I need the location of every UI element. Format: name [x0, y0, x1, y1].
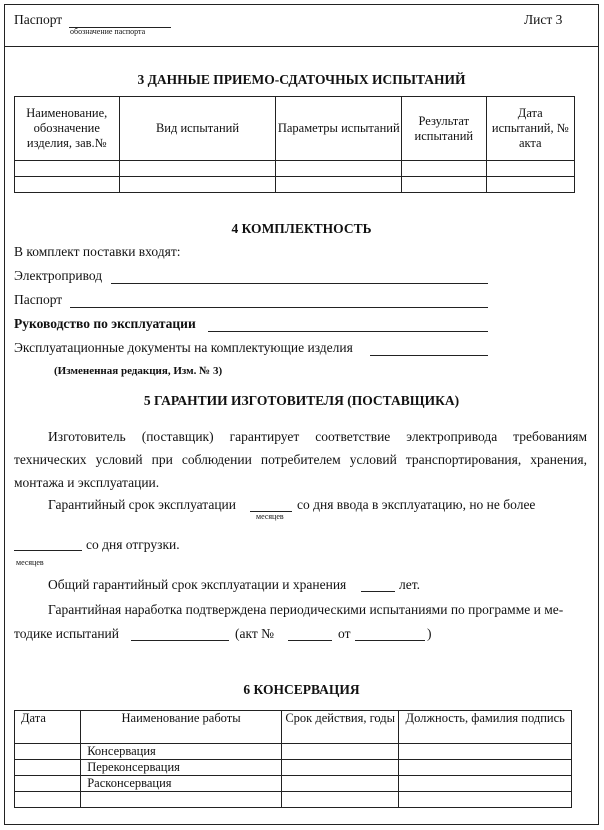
runtime-line-1: Гарантийная наработка подтверждена периодическими испытаниями по программе и ме- [48, 602, 564, 617]
col-header-date: Дата испытаний, № акта [486, 97, 574, 161]
passport-label: Паспорт [14, 12, 63, 27]
section3-title: 3 ДАННЫЕ ПРИЕМО-СДАТОЧНЫХ ИСПЫТАНИЙ [137, 72, 466, 87]
row-reconservation: Переконсервация [81, 760, 282, 776]
section5-title: 5 ГАРАНТИИ ИЗГОТОВИТЕЛЯ (ПОСТАВЩИКА) [143, 393, 460, 408]
from-label: от [338, 626, 351, 641]
col-header-date: Дата [15, 711, 81, 744]
col-header-parameters: Параметры испытаний [276, 97, 402, 161]
table-row [15, 792, 572, 808]
kit-intro: В комплект поставки входят: [14, 244, 181, 259]
kit-item-component-docs-line [370, 355, 488, 356]
row-conservation: Консервация [81, 744, 282, 760]
close-paren: ) [427, 626, 432, 641]
warranty-paragraph: Изготовитель (поставщик) гарантирует соответствие электропривода требованиям технических условий при соблюдении потребителем условий транспортирования, хранения, монтажа и эксплуатации. [14, 429, 587, 490]
shipment-months-caption: месяцев [16, 558, 44, 567]
passport-caption: обозначение паспорта [70, 27, 146, 36]
col-header-work: Наименование работы [81, 711, 282, 744]
revision-note: (Измененная редакция, Изм. № 3) [54, 365, 223, 377]
table-row [15, 744, 572, 760]
row-deconservation: Расконсервация [81, 776, 282, 792]
warranty-months-caption: месяцев [256, 512, 284, 521]
kit-item-drive: Электропривод [14, 268, 103, 283]
act-date-line [355, 640, 425, 641]
act-number-line [288, 640, 332, 641]
table-row [15, 177, 575, 193]
runtime-line-2: тодике испытаний [14, 626, 120, 641]
sheet-number: Лист 3 [524, 12, 563, 27]
act-label: (акт № [235, 626, 275, 641]
col-header-test-type: Вид испытаний [119, 97, 276, 161]
table-row [15, 776, 572, 792]
warranty-term-prefix: Гарантийный срок эксплуатации [48, 497, 237, 512]
conservation-table [14, 710, 572, 808]
col-header-validity: Срок действия, годы [281, 711, 399, 744]
shipment-term-line [14, 550, 82, 551]
total-term-line [361, 591, 395, 592]
kit-item-passport: Паспорт [14, 292, 63, 307]
section6-title: 6 КОНСЕРВАЦИЯ [243, 682, 360, 697]
kit-item-passport-line [70, 307, 488, 308]
acceptance-tests-table [14, 96, 575, 193]
kit-item-manual-line [208, 331, 488, 332]
shipment-term-suffix: со дня отгрузки. [86, 537, 180, 552]
col-header-result: Результат испытаний [402, 97, 486, 161]
header-divider [4, 46, 599, 47]
total-term-prefix: Общий гарантийный срок эксплуатации и хранения [48, 577, 347, 592]
kit-item-drive-line [111, 283, 488, 284]
table-row [15, 760, 572, 776]
section4-title: 4 КОМПЛЕКТНОСТЬ [231, 221, 372, 236]
warranty-term-suffix: со дня ввода в эксплуатацию, но не более [297, 497, 536, 512]
kit-item-component-docs: Эксплуатационные документы на комплектующие изделия [14, 340, 353, 355]
total-term-suffix: лет. [399, 577, 420, 592]
table-row [15, 161, 575, 177]
col-header-item: Наименование, обозначение изделия, зав.№ [15, 97, 120, 161]
program-line [131, 640, 229, 641]
col-header-signature: Должность, фамилия подпись [399, 711, 572, 744]
kit-item-manual: Руководство по эксплуатации [14, 316, 196, 331]
